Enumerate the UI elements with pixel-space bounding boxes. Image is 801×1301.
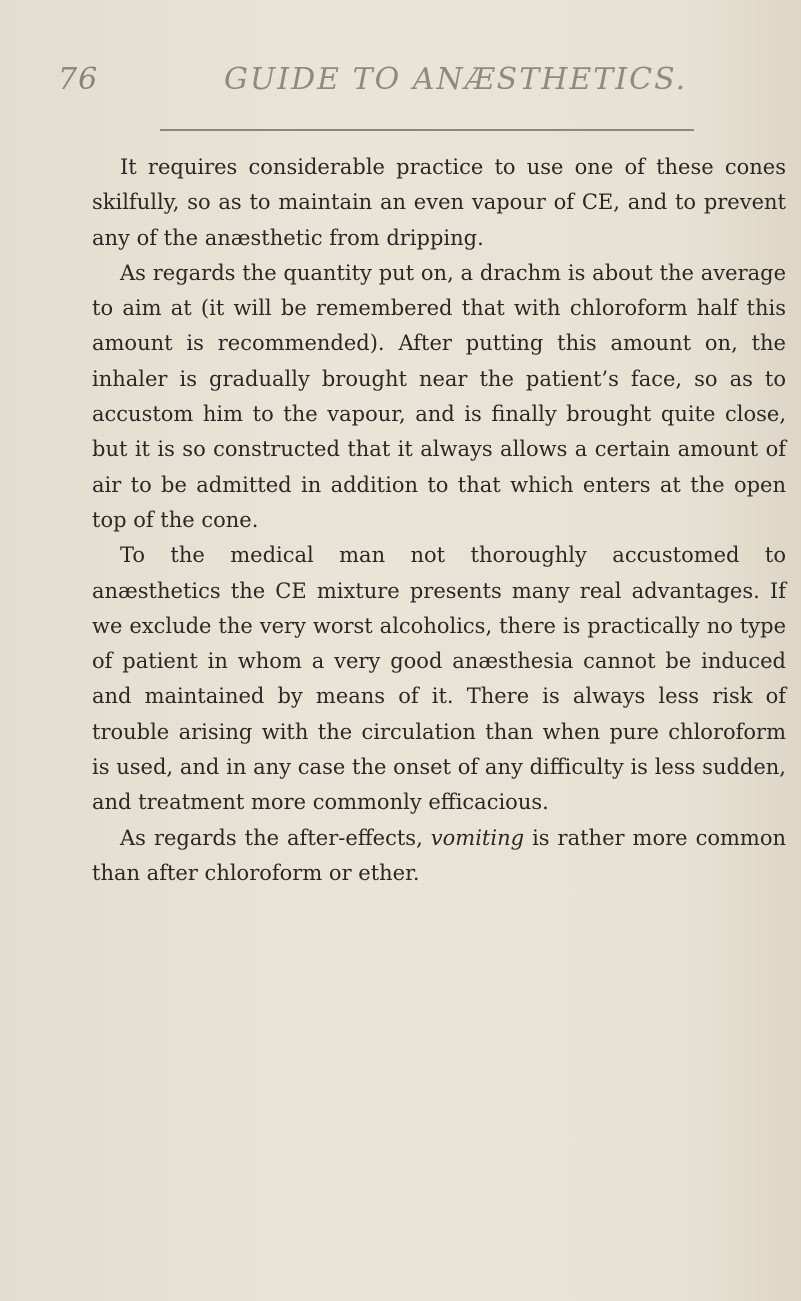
- paragraph-1: It requires considerable practice to use one of these cones skilfully, so as to maintain an even vapour of CE, and to prevent any of the anæsthetic from dripping.: [92, 155, 786, 250]
- emphasized-word: vomiting: [430, 825, 525, 850]
- paragraph-2: As regards the quantity put on, a drachm is about the average to aim at (it will be remembered that with chloroform half this amount is recommended). After putting this amount on, the inhaler is gradually brought near the patient’s face, so as to accustom him to the vapour, and is finally brought quite close, but it is so constructed that it always allows a certain amount of air to be admitted in addition to that which enters at the open top of the cone.: [92, 260, 786, 532]
- body-text: [92, 150, 786, 891]
- paragraph-4-start: As regards the after-effects,: [120, 825, 423, 850]
- header-rule: [160, 129, 694, 131]
- page-number: 76: [58, 62, 99, 97]
- page-header: [56, 58, 756, 102]
- paragraph-3: To the medical man not thoroughly accustomed to anæsthetics the CE mixture presents many real advantages. If we exclude the very worst alcoholics, there is practically no type of patient in whom a very good anæsthesia cannot be induced and maintained by means of it. There is always less risk of trouble arising with the circulation than when pure chloroform is used, and in any case the onset of any difficulty is less sudden, and treatment more commonly efficacious.: [92, 543, 786, 815]
- running-title: GUIDE TO ANÆSTHETICS.: [224, 62, 688, 97]
- paragraph-4: [92, 821, 786, 892]
- paragraph-4-end: is rather more common than after chloroform or ether.: [92, 825, 786, 885]
